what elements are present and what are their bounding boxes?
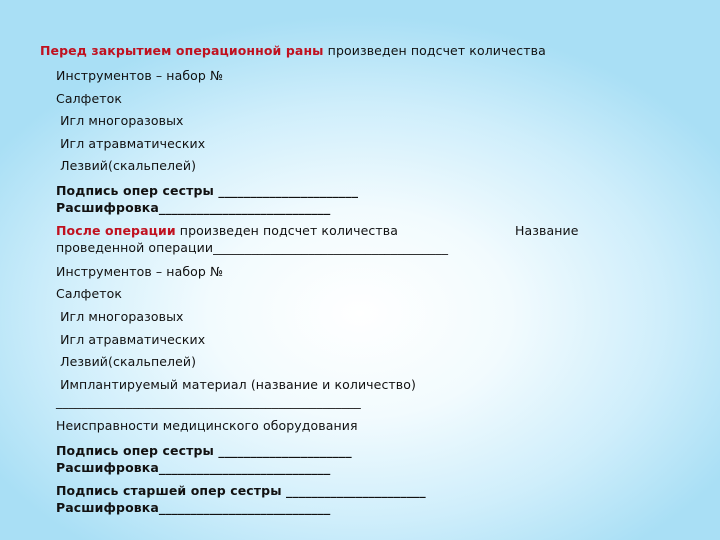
section1-signature: Подпись опер сестры ______________________ (56, 183, 359, 198)
section1-heading (40, 43, 546, 58)
section2-heading-red: После операции (56, 223, 176, 238)
section1-item-blades: Лезвий(скальпелей) (56, 158, 197, 173)
section1-item-napkins: Салфеток (56, 91, 123, 106)
section1-item-instruments: Инструментов – набор № (56, 68, 224, 83)
section2-senior-decryption: Расшифровка___________________________ (56, 500, 331, 515)
section2-op-name-label: Название (515, 223, 579, 238)
section1-item-needles-atraumatic: Игл атравматических (56, 136, 206, 151)
section2-signature: Подпись опер сестры _____________________ (56, 443, 352, 458)
section2-decryption: Расшифровка___________________________ (56, 460, 331, 475)
section2-item-instruments: Инструментов – набор № (56, 264, 224, 279)
section2-op-line: проведенной операции_____________________________________ (56, 240, 449, 255)
section2-equipment: Неисправности медицинского оборудования (56, 418, 358, 433)
section2-item-blades: Лезвий(скальпелей) (56, 354, 197, 369)
section2-item-implant: Имплантируемый материал (название и количество) (56, 377, 416, 392)
section2-heading-rest: произведен подсчет количества (175, 223, 398, 238)
section1-heading-rest: произведен подсчет количества (323, 43, 546, 58)
section1-heading-red: Перед закрытием операционной раны (40, 43, 324, 58)
section2-senior-signature: Подпись старшей опер сестры ______________________ (56, 483, 426, 498)
section1-item-needles-reusable: Игл многоразовых (56, 113, 184, 128)
section2-heading (56, 223, 398, 238)
section2-item-needles-reusable: Игл многоразовых (56, 309, 184, 324)
section1-decryption: Расшифровка___________________________ (56, 200, 331, 215)
section2-item-napkins: Салфеток (56, 286, 123, 301)
section2-item-needles-atraumatic: Игл атравматических (56, 332, 206, 347)
section2-implant-line: ________________________________________________ (56, 394, 361, 409)
